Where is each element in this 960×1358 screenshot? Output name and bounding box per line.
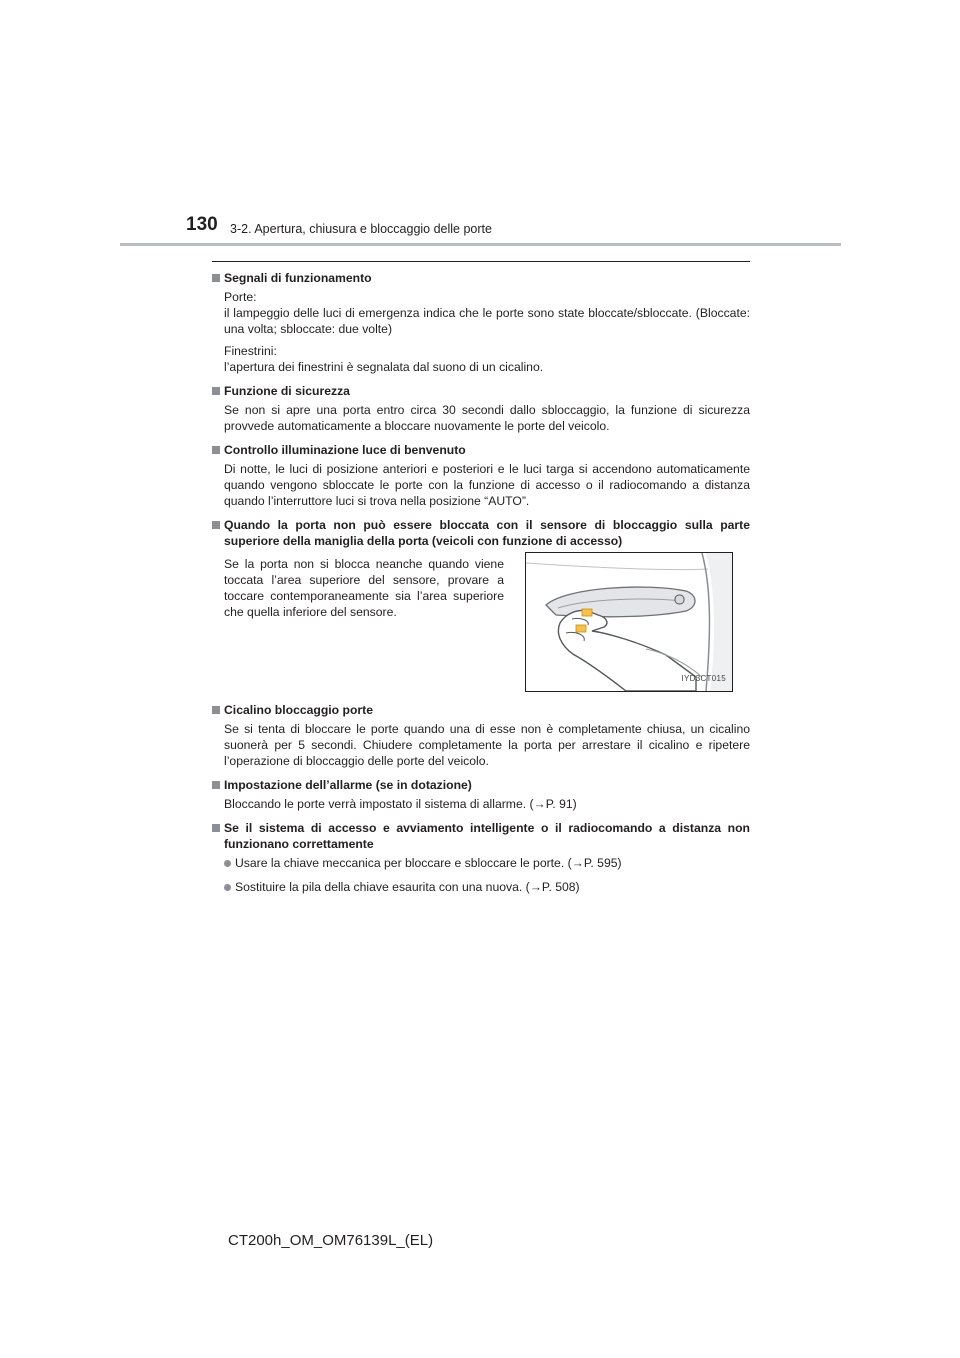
square-bullet-icon — [212, 781, 220, 789]
door-handle-illustration — [525, 552, 733, 692]
section-heading: Cicalino bloccaggio porte — [224, 703, 373, 717]
page-number: 130 — [186, 214, 218, 235]
section-welcome-light — [212, 442, 750, 509]
paragraph-doors: Porte: il lampeggio delle luci di emergenza indica che le porte sono state bloccate/sbloccate. (Bloccate: una volta; sbloccate: due volte) — [224, 290, 750, 336]
list-item-text: Sostituire la pila della chiave esaurita con una nuova. (→P. 508) — [235, 880, 580, 894]
section-lock-sensor — [212, 517, 750, 692]
section-alarm-setting — [212, 777, 750, 812]
section-heading: Quando la porta non può essere bloccata con il sensore di bloccaggio sulla parte superiore della maniglia della porta (veicoli con funzione di accesso) — [224, 518, 750, 548]
paragraph: Bloccando le porte verrà impostato il sistema di allarme. (→P. 91) — [224, 797, 577, 811]
section-heading: Impostazione dell’allarme (se in dotazione) — [224, 778, 472, 792]
square-bullet-icon — [212, 274, 220, 282]
list-item-text: Usare la chiave meccanica per bloccare e sbloccare le porte. (→P. 595) — [235, 856, 622, 870]
square-bullet-icon — [212, 446, 220, 454]
content-divider — [212, 261, 750, 262]
section-title: 3-2. Apertura, chiusura e bloccaggio delle porte — [230, 222, 492, 236]
page-content — [212, 270, 750, 903]
round-bullet-icon — [224, 860, 231, 867]
figure-code: IYD3CT015 — [681, 674, 726, 683]
section-heading: Controllo illuminazione luce di benvenuto — [224, 443, 466, 457]
document-code: CT200h_OM_OM76139L_(EL) — [228, 1232, 434, 1249]
paragraph: Se non si apre una porta entro circa 30 secondi dallo sbloccaggio, la funzione di sicurezza provvede automaticamente a bloccare nuovamente le porte del veicolo. — [224, 403, 750, 433]
square-bullet-icon — [212, 387, 220, 395]
square-bullet-icon — [212, 521, 220, 529]
header-divider — [120, 243, 841, 246]
section-malfunction — [212, 820, 750, 895]
list-item — [212, 879, 750, 895]
section-heading: Se il sistema di accesso e avviamento intelligente o il radiocomando a distanza non funzionano correttamente — [224, 821, 750, 851]
section-operation-signals — [212, 270, 750, 375]
square-bullet-icon — [212, 824, 220, 832]
round-bullet-icon — [224, 884, 231, 891]
section-heading: Segnali di funzionamento — [224, 271, 372, 285]
page-header — [0, 0, 960, 250]
square-bullet-icon — [212, 706, 220, 714]
paragraph-windows: Finestrini: l’apertura dei finestrini è segnalata dal suono di un cicalino. — [224, 344, 544, 374]
paragraph: Di notte, le luci di posizione anteriori e posteriori e le luci targa si accendono automaticamente quando vengono sbloccate le porte con la funzione di accesso o il radiocomando a distanza quando l’interruttore luci si trova nella posizione “AUTO”. — [224, 462, 750, 508]
section-door-lock-buzzer — [212, 702, 750, 769]
list-item — [212, 855, 750, 871]
paragraph: Se si tenta di bloccare le porte quando una di esse non è completamente chiusa, un cicalino suonerà per 5 secondi. Chiudere completamente la porta per arrestare il cicalino e ripetere l’operazione di bloccaggio delle porte del veicolo. — [224, 722, 750, 768]
section-heading: Funzione di sicurezza — [224, 384, 350, 398]
section-safety-function — [212, 383, 750, 434]
figure-description: Se la porta non si blocca neanche quando viene toccata l’area superiore del sensore, provare a toccare contemporaneamente sia l’area superiore che quella inferiore del sensore. — [224, 557, 504, 619]
